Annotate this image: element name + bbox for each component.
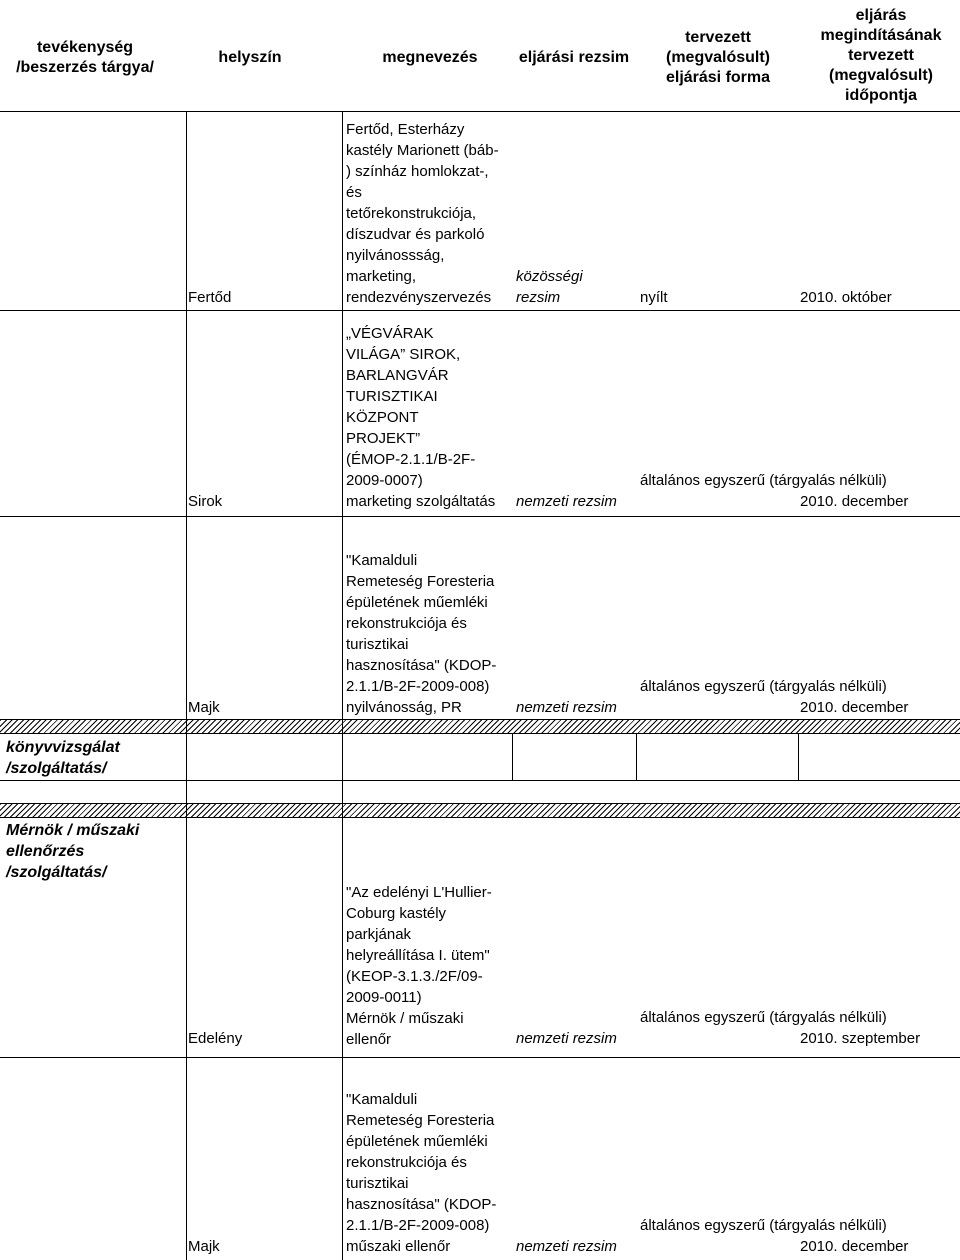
row-majk-engineer-date: 2010. december	[800, 1238, 909, 1255]
row-majk-pr-location: Majk	[188, 699, 220, 716]
header-form: tervezett (megvalósult) eljárási forma	[665, 29, 771, 86]
col-line-1	[186, 112, 187, 1260]
row-fertod-location: Fertőd	[188, 289, 232, 306]
header-regime: eljárási rezsim	[518, 49, 630, 66]
row-sirok-name: „VÉGVÁRAK VILÁGA” SIROK, BARLANGVÁR TURISZTIKAI KÖZPONT PROJEKT” (ÉMOP-2.1.1/B-2F- 2009-0007) marketing szolgáltatás	[346, 325, 496, 510]
row-majk-engineer-name: "Kamalduli Remeteség Foresteria épületének műemléki rekonstrukciója és turisztikai hasznosítása" (KDOP- 2.1.1/B-2F-2009-008) műszaki ellenőr	[346, 1091, 497, 1255]
row-sirok-location: Sirok	[188, 493, 223, 510]
header-location: helyszín	[218, 49, 282, 66]
row-majk-engineer-regime: nemzeti rezsim	[516, 1238, 617, 1255]
row-fertod-form: nyílt	[640, 289, 668, 306]
row-edeleny-date: 2010. szeptember	[800, 1030, 921, 1047]
row-fertod-regime: közösségi rezsim	[516, 268, 583, 306]
section-rule-audit	[0, 780, 960, 781]
header-bottom-rule	[0, 111, 960, 112]
row-rule-4	[0, 1057, 960, 1058]
row-rule-2	[0, 516, 960, 517]
header-activity: tevékenység /beszerzés tárgya/	[16, 39, 154, 76]
row-majk-pr-date: 2010. december	[800, 699, 909, 716]
row-rule-1	[0, 310, 960, 311]
section-audit-label: könyvvizsgálat /szolgáltatás/	[6, 739, 120, 777]
row-edeleny-location: Edelény	[188, 1030, 243, 1047]
row-edeleny-name: "Az edelényi L'Hullier- Coburg kastély parkjának helyreállítása I. ütem" (KEOP-3.1.3./2F/09- 2009-0011) Mérnök / műszaki ellenőr	[346, 884, 492, 1048]
row-majk-engineer-location: Majk	[188, 1238, 220, 1255]
section-divider-audit	[0, 719, 960, 734]
section-engineer-label: Mérnök / műszaki ellenőrzés /szolgáltatás/	[6, 822, 140, 881]
row-edeleny-regime: nemzeti rezsim	[516, 1030, 617, 1047]
row-edeleny-form: általános egyszerű (tárgyalás nélküli)	[640, 1009, 887, 1026]
row-fertod-date: 2010. október	[800, 289, 892, 306]
row-majk-pr-form: általános egyszerű (tárgyalás nélküli)	[640, 678, 887, 695]
col-line-3	[512, 734, 513, 780]
row-fertod-name: Fertőd, Esterházy kastély Marionett (báb- ) színház homlokzat-, és tetőrekonstrukciója, díszudvar és parkoló nyilvánossság, marketing, rendezvényszervezés	[346, 121, 499, 306]
row-sirok-date: 2010. december	[800, 493, 909, 510]
row-sirok-form: általános egyszerű (tárgyalás nélküli)	[640, 472, 887, 489]
row-sirok-regime: nemzeti rezsim	[516, 493, 617, 510]
col-line-2	[342, 112, 343, 1260]
header-name: megnevezés	[382, 49, 478, 66]
row-majk-engineer-form: általános egyszerű (tárgyalás nélküli)	[640, 1217, 887, 1234]
col-line-5	[798, 734, 799, 780]
section-divider-engineer	[0, 803, 960, 818]
row-majk-pr-name: "Kamalduli Remeteség Foresteria épületének műemléki rekonstrukciója és turisztikai hasznosítása" (KDOP- 2.1.1/B-2F-2009-008) nyilvánosság, PR	[346, 552, 497, 716]
col-line-4	[636, 734, 637, 780]
row-majk-pr-regime: nemzeti rezsim	[516, 699, 617, 716]
header-start: eljárás megindításának tervezett (megvalósult) időpontja	[820, 7, 942, 104]
